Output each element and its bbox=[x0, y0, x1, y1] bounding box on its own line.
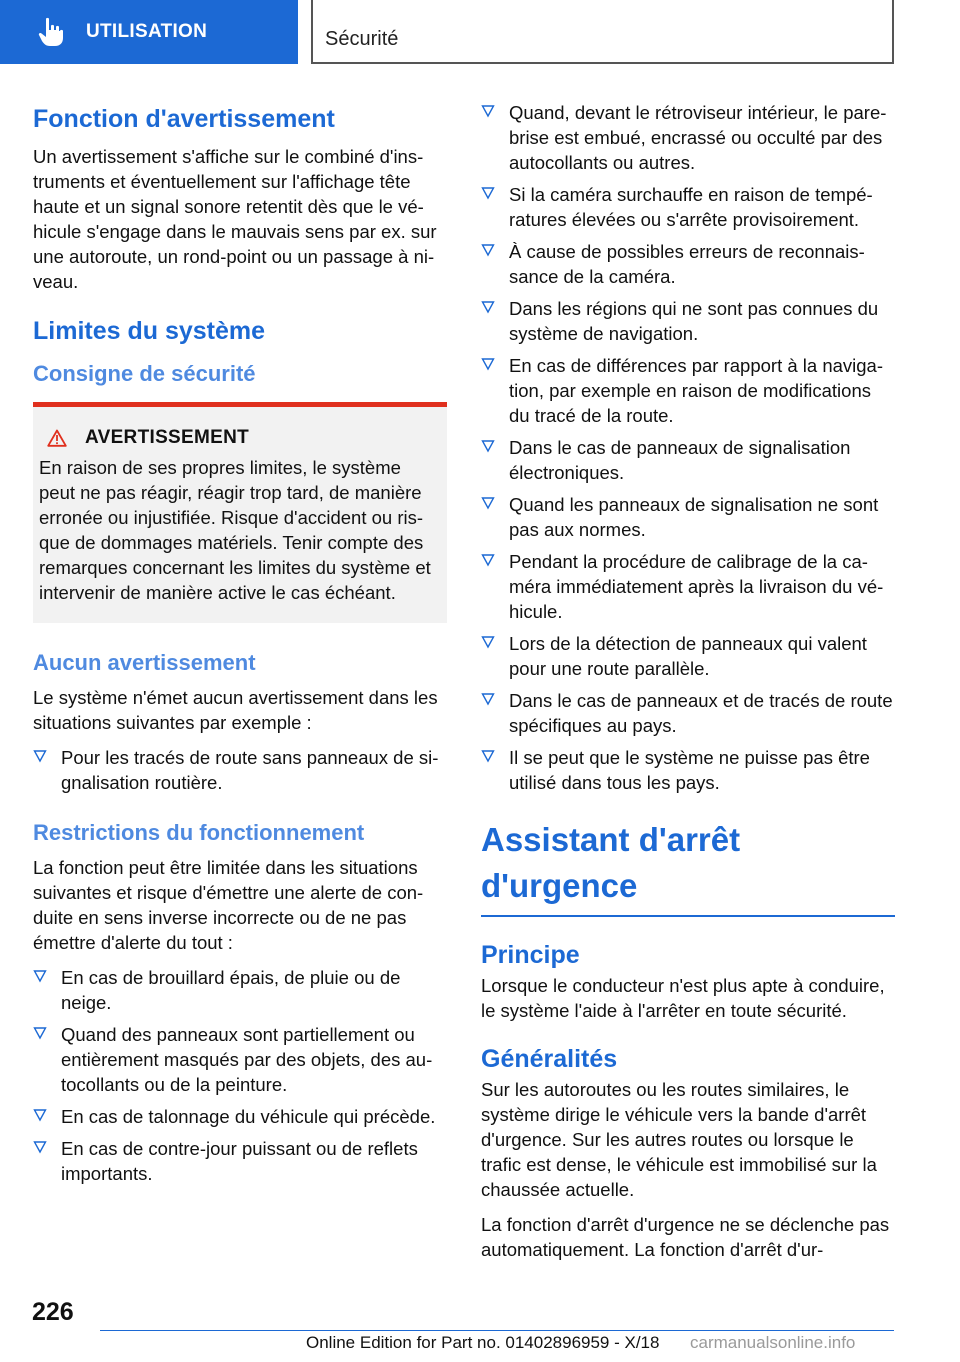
fonction-title: Fonction d'avertissement bbox=[33, 105, 335, 133]
edition-text: Online Edition for Part no. 01402896959 - X/18 bbox=[306, 1333, 660, 1352]
list-item: Dans le cas de panneaux et de tracés de route spécifiques au pays. bbox=[481, 688, 895, 738]
principe-title: Principe bbox=[481, 941, 580, 969]
generalites-title: Généralités bbox=[481, 1045, 618, 1073]
section-name: Sécurité bbox=[325, 28, 399, 50]
list-item: Il se peut que le système ne puisse pas être utilisé dans tous les pays. bbox=[481, 745, 895, 795]
aucun-text: Le système n'émet aucun avertissement dans les situations suivantes par exemple : bbox=[33, 687, 438, 733]
bullet-triangle-icon bbox=[481, 439, 495, 453]
list-item: En cas de contre-jour puissant ou de reflets importants. bbox=[33, 1136, 447, 1186]
fonction-text: Un avertissement s'affiche sur le combiné d'instruments et éventuellement sur l'affichage tête haute et un signal sonore retentit dès que le véhicule s'engage dans le mauvais sens par ex. sur une autoroute, un rond-point ou un passage à niveau. bbox=[33, 146, 437, 292]
right-column bbox=[481, 100, 895, 1272]
bullet-triangle-icon bbox=[33, 969, 47, 983]
bullet-triangle-icon bbox=[481, 692, 495, 706]
consigne-title: Consigne de sécurité bbox=[33, 361, 256, 386]
aucun-title: Aucun avertissement bbox=[33, 650, 256, 675]
list-item: À cause de possibles erreurs de reconnaissance de la caméra. bbox=[481, 239, 895, 289]
restrictions-list bbox=[33, 965, 447, 1186]
chapter-tab bbox=[0, 0, 298, 64]
list-item: En cas de talonnage du véhicule qui précède. bbox=[33, 1104, 447, 1129]
watermark: carmanualsonline.info bbox=[690, 1333, 856, 1352]
list-item: En cas de brouillard épais, de pluie ou de neige. bbox=[33, 965, 447, 1015]
list-item: Lors de la détection de panneaux qui valent pour une route parallèle. bbox=[481, 631, 895, 681]
bullet-triangle-icon bbox=[33, 749, 47, 763]
warning-label: AVERTISSEMENT bbox=[85, 427, 250, 448]
restrictions-list-continued bbox=[481, 100, 895, 795]
list-item: En cas de différences par rapport à la navigation, par exemple en raison de modifications du tracé de la route. bbox=[481, 353, 895, 428]
aucun-list bbox=[33, 745, 447, 795]
warning-triangle-icon bbox=[47, 429, 67, 447]
bullet-triangle-icon bbox=[33, 1108, 47, 1122]
bullet-triangle-icon bbox=[481, 300, 495, 314]
hand-pointer-icon bbox=[38, 17, 64, 47]
limites-title: Limites du système bbox=[33, 317, 266, 345]
assistant-title: Assistant d'arrêt d'urgence bbox=[481, 817, 895, 917]
bullet-triangle-icon bbox=[481, 635, 495, 649]
chapter-label: UTILISATION bbox=[86, 21, 208, 42]
bullet-triangle-icon bbox=[481, 749, 495, 763]
warning-header bbox=[39, 427, 439, 449]
restrictions-title: Restrictions du fonctionnement bbox=[33, 820, 365, 845]
bullet-triangle-icon bbox=[33, 1140, 47, 1154]
list-item: Quand les panneaux de signalisation ne sont pas aux normes. bbox=[481, 492, 895, 542]
list-item: Si la caméra surchauffe en raison de températures élevées ou s'arrête provisoirement. bbox=[481, 182, 895, 232]
footer-divider bbox=[100, 1330, 894, 1331]
bullet-triangle-icon bbox=[481, 553, 495, 567]
bullet-triangle-icon bbox=[481, 186, 495, 200]
left-column bbox=[33, 100, 447, 1198]
restrictions-text: La fonction peut être limitée dans les situations suivantes et risque d'émettre une alerte de conduite en sens inverse incorrecte ou de ne pas émettre d'alerte du tout : bbox=[33, 857, 424, 953]
warning-box bbox=[33, 402, 447, 623]
principe-text: Lorsque le conducteur n'est plus apte à conduire, le système l'aide à l'arrêter en toute sécurité. bbox=[481, 975, 885, 1021]
page-number: 226 bbox=[32, 1298, 74, 1326]
list-item: Dans le cas de panneaux de signalisation électroniques. bbox=[481, 435, 895, 485]
list-item: Quand, devant le rétroviseur intérieur, le pare-brise est embué, encrassé ou occulté par des autocollants ou autres. bbox=[481, 100, 895, 175]
generalites-text-1: Sur les autoroutes ou les routes similaires, le système dirige le véhicule vers la bande d'arrêt d'urgence. Sur les autres routes ou lorsque le trafic est dense, le véhicule est immobilisé sur la chaussée actuelle. bbox=[481, 1079, 877, 1200]
list-item: Pour les tracés de route sans panneaux de signalisation routière. bbox=[33, 745, 447, 795]
section-header bbox=[311, 0, 894, 64]
bullet-triangle-icon bbox=[481, 357, 495, 371]
bullet-triangle-icon bbox=[481, 104, 495, 118]
generalites-text-2: La fonction d'arrêt d'urgence ne se déclenche pas automatiquement. La fonction d'arrêt d'ur- bbox=[481, 1214, 890, 1260]
bullet-triangle-icon bbox=[33, 1026, 47, 1040]
bullet-triangle-icon bbox=[481, 496, 495, 510]
list-item: Pendant la procédure de calibrage de la caméra immédiatement après la livraison du véhicule. bbox=[481, 549, 895, 624]
bullet-triangle-icon bbox=[481, 243, 495, 257]
list-item: Dans les régions qui ne sont pas connues du système de navigation. bbox=[481, 296, 895, 346]
list-item: Quand des panneaux sont partiellement ou entièrement masqués par des objets, des autocollants ou de la peinture. bbox=[33, 1022, 447, 1097]
warning-text: En raison de ses propres limites, le système peut ne pas réagir, réagir trop tard, de manière erronée ou injustifiée. Risque d'accident ou risque de dommages matériels. Tenir compte des remarques concernant les limites du système et intervenir de manière active le cas échéant. bbox=[39, 457, 431, 603]
